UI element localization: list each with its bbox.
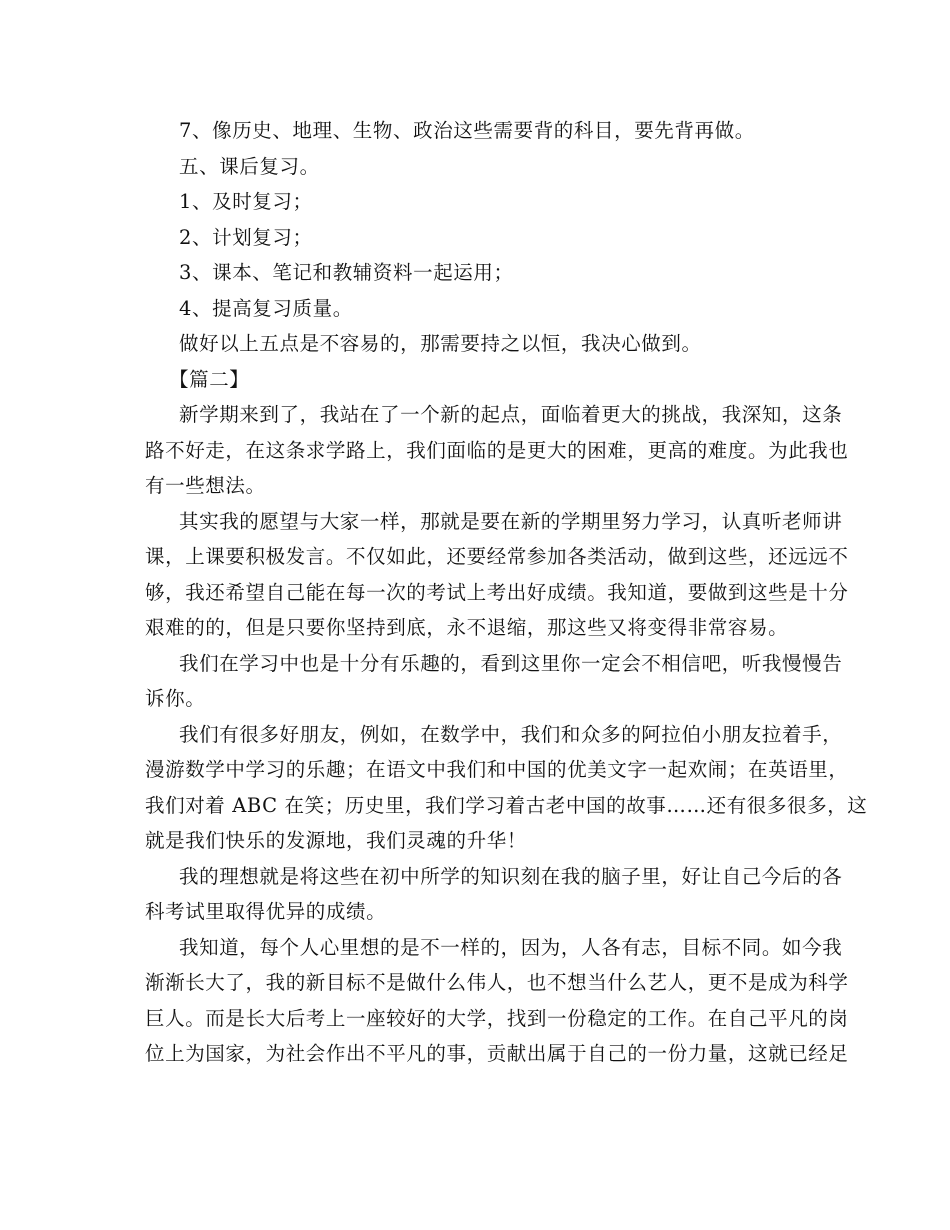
paragraph-line: 诉你。 [145, 687, 206, 710]
paragraph-line: 漫游数学中学习的乐趣；在语文中我们和中国的优美文字一起欢闹；在英语里， [145, 758, 849, 781]
paragraph-conclusion: 做好以上五点是不容易的，那需要持之以恒，我决心做到。 [179, 332, 702, 355]
paragraph-line: 我知道，每个人心里想的是不一样的，因为，人各有志，目标不同。如今我 [179, 935, 843, 959]
paragraph-line: 新学期来到了，我站在了一个新的起点，面临着更大的挑战，我深知，这条 [179, 403, 843, 426]
document-body [145, 113, 868, 1072]
paragraph-line: 我们有很多好朋友，例如，在数学中，我们和众多的阿拉伯小朋友拉着手， [179, 722, 843, 746]
paragraph-line: 渐渐长大了，我的新目标不是做什么伟人，也不想当什么艺人，更不是成为科学 [145, 971, 849, 994]
paragraph-line: 就是我们快乐的发源地，我们灵魂的升华！ [145, 829, 527, 852]
paragraph-line: 巨人。而是长大后考上一座较好的大学，找到一份稳定的工作。在自己平凡的岗 [145, 1006, 849, 1030]
section-heading-review: 五、课后复习。 [179, 154, 320, 178]
paragraph-line: 我的理想就是将这些在初中所学的知识刻在我的脑子里，好让自己今后的各 [179, 864, 843, 888]
list-item-2: 2、计划复习； [179, 225, 313, 249]
list-item-4: 4、提高复习质量。 [179, 296, 353, 320]
paragraph-line: 我们对着 ABC 在笑；历史里，我们学习着古老中国的故事……还有很多很多，这 [145, 793, 868, 817]
paragraph-line: 位上为国家，为社会作出不平凡的事，贡献出属于自己的一份力量，这就已经足 [145, 1042, 849, 1065]
section-heading-part-two: 【篇二】 [169, 367, 250, 391]
paragraph-line: 艰难的的，但是只要你坚持到底，永不退缩，那这些又将变得非常容易。 [145, 616, 789, 639]
paragraph-line: 路不好走，在这条求学路上，我们面临的是更大的困难，更高的难度。为此我也 [145, 438, 849, 462]
paragraph-line: 我们在学习中也是十分有乐趣的，看到这里你一定会不相信吧，听我慢慢告 [179, 651, 843, 675]
paragraph-line: 够，我还希望自己能在每一次的考试上考出好成绩。我知道，要做到这些是十分 [145, 580, 849, 604]
list-item-3: 3、课本、笔记和教辅资料一起运用； [179, 261, 514, 284]
paragraph-line: 课，上课要积极发言。不仅如此，还要经常参加各类活动，做到这些，还远远不 [145, 545, 849, 568]
paragraph-line: 有一些想法。 [145, 474, 266, 497]
paragraph-line: 其实我的愿望与大家一样，那就是要在新的学期里努力学习，认真听老师讲 [179, 509, 843, 533]
list-item-1: 1、及时复习； [179, 190, 313, 213]
paragraph-line: 科考试里取得优异的成绩。 [145, 900, 387, 923]
list-item-7: 7、像历史、地理、生物、政治这些需要背的科目，要先背再做。 [179, 119, 755, 142]
